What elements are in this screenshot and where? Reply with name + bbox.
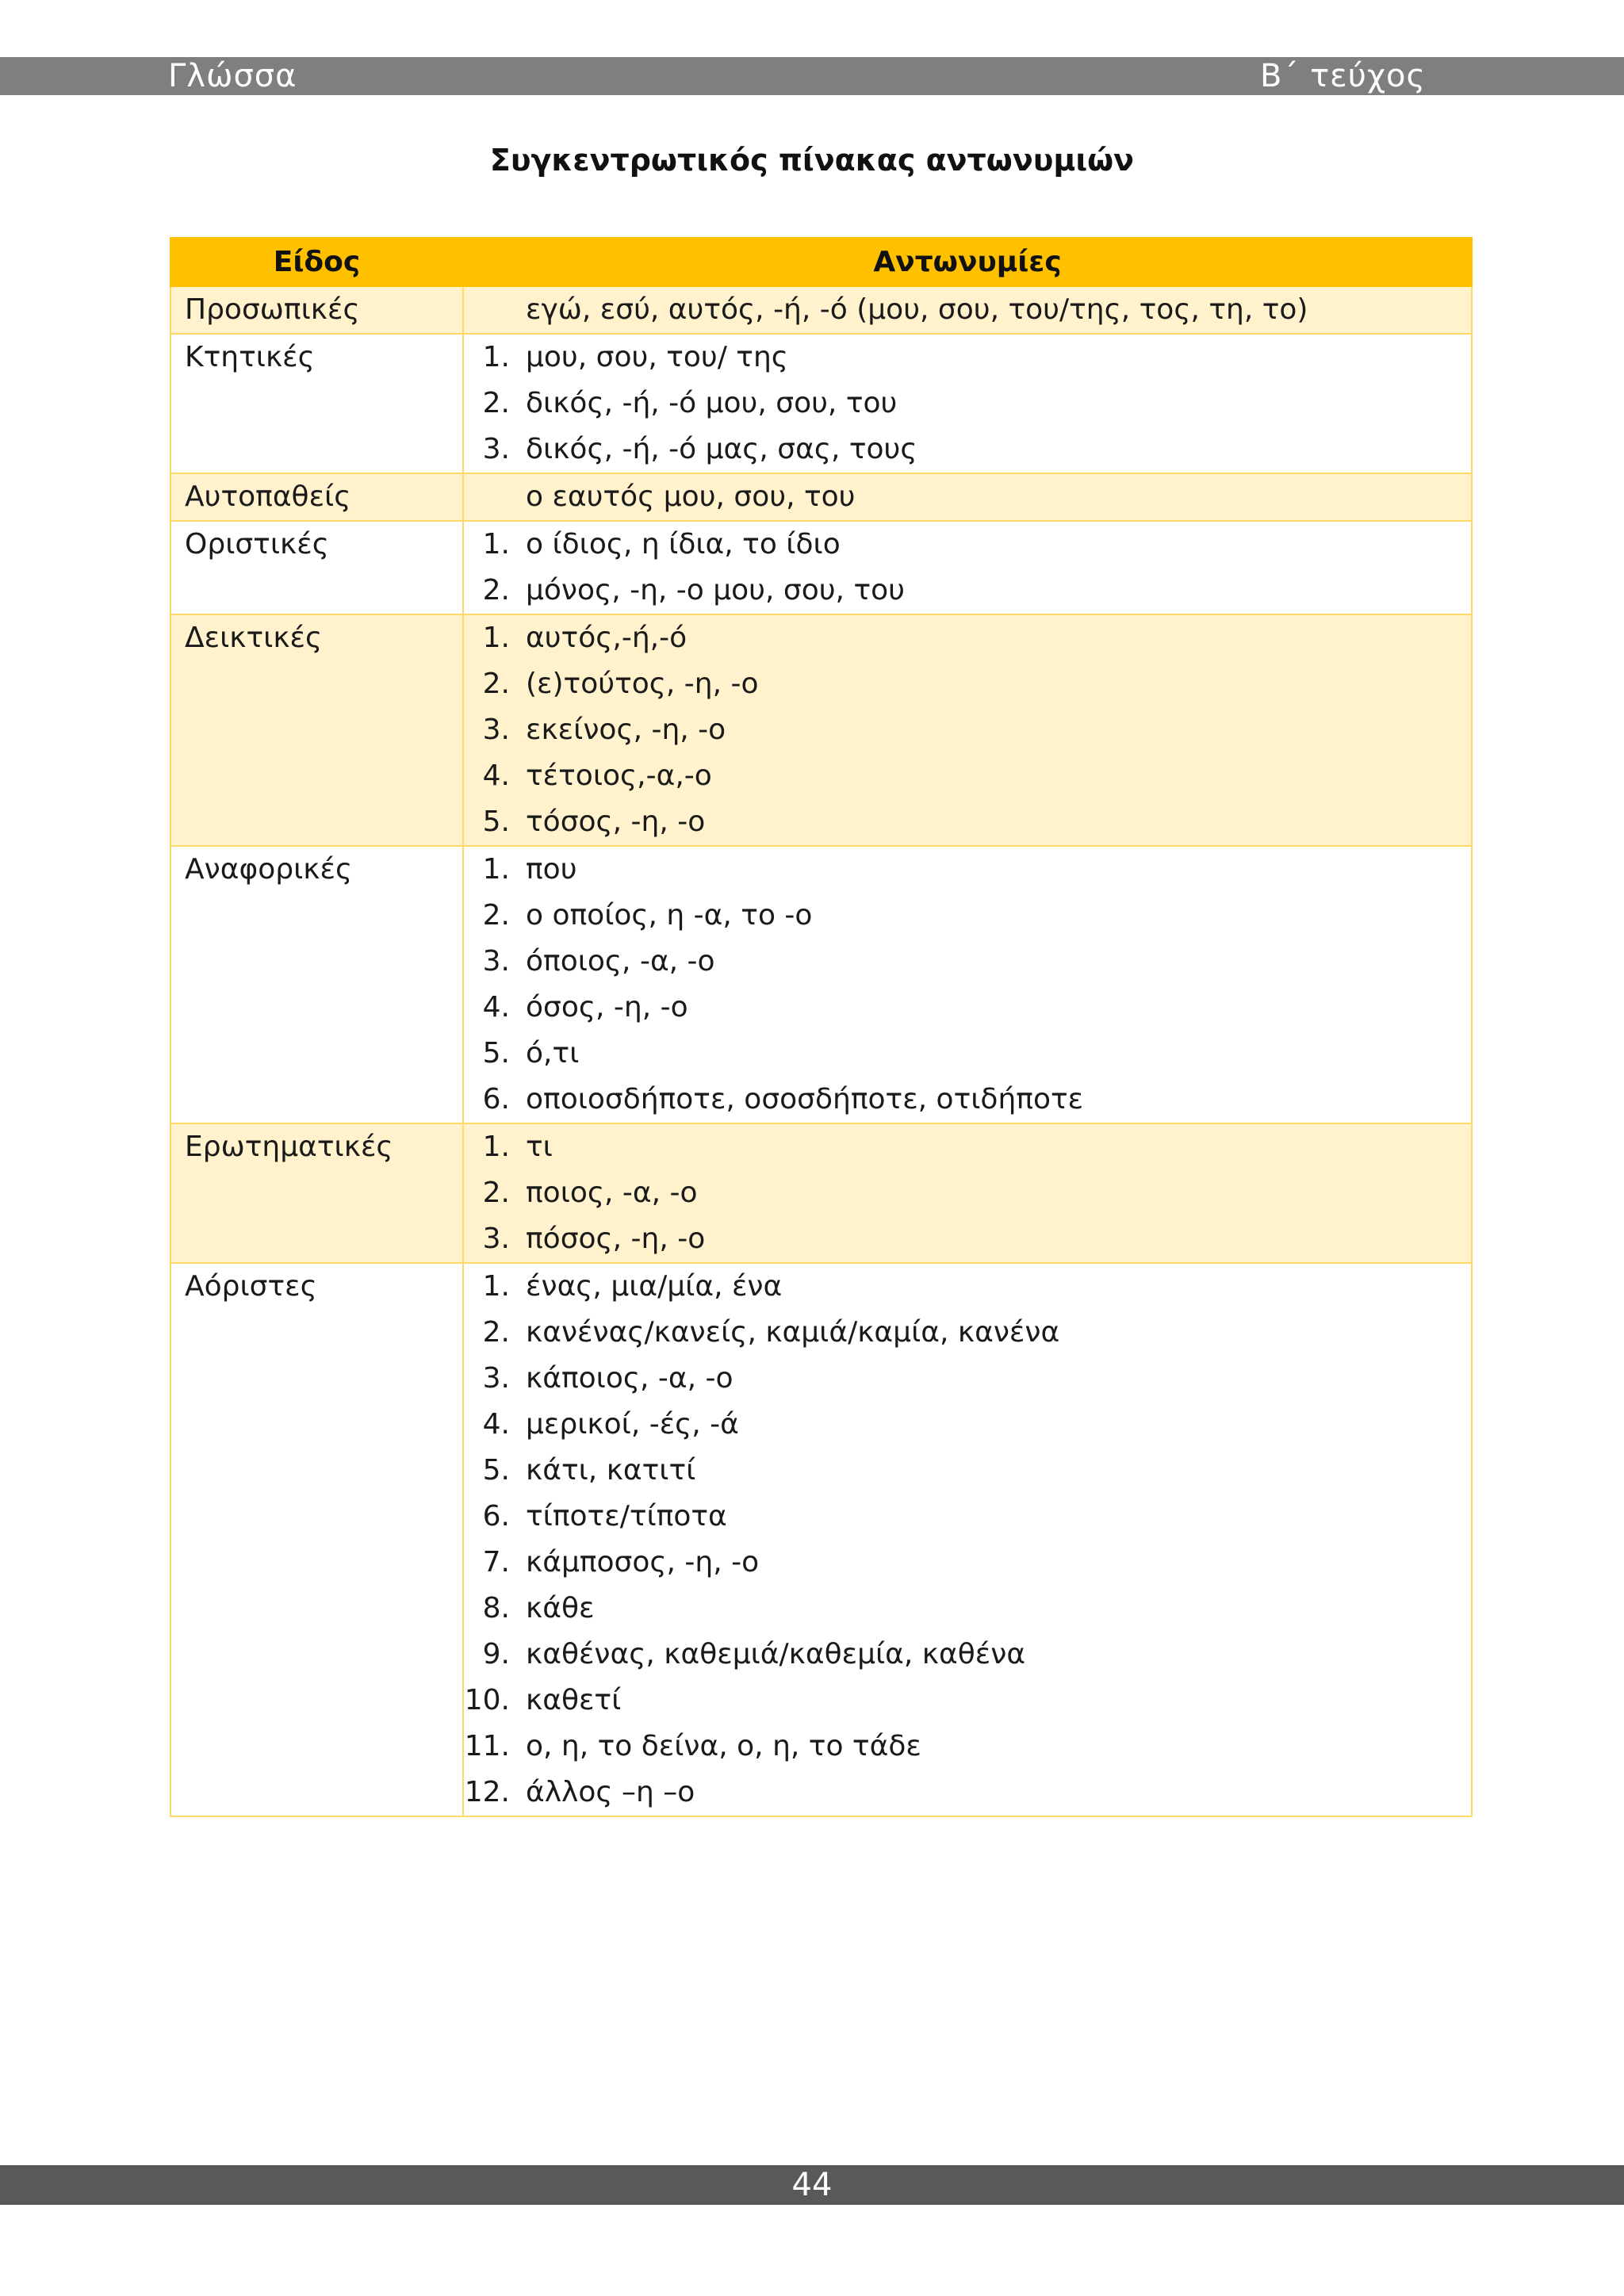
list-item-number: 1.	[482, 1270, 510, 1303]
list-item-number: 3.	[482, 1223, 510, 1255]
table-body	[170, 286, 1472, 1816]
list-item	[464, 615, 1471, 661]
table-row	[170, 334, 1472, 473]
list-item	[464, 1170, 1471, 1216]
pronoun-forms-cell	[463, 614, 1472, 846]
pronoun-kind-cell: Αόριστες	[170, 1263, 463, 1816]
pronoun-forms-cell	[463, 521, 1472, 614]
pronoun-forms-cell	[463, 1263, 1472, 1816]
list-item-text: κάμποσος, -η, -ο	[526, 1546, 760, 1578]
list-item-number: 3.	[482, 714, 510, 746]
list-item-indent	[464, 474, 526, 520]
header-subject: Γλώσσα	[168, 58, 297, 94]
list-item-text: που	[526, 853, 577, 886]
list-item-number: 2.	[482, 1177, 510, 1209]
list-item	[464, 847, 1471, 893]
list-item-number: 5.	[482, 1037, 510, 1070]
column-header-pronouns: Αντωνυμίες	[463, 238, 1472, 286]
list-item-number: 5.	[482, 1454, 510, 1487]
header-volume: Β΄ τεύχος	[1259, 58, 1426, 94]
list-item-text: (ε)τούτος, -η, -ο	[526, 668, 759, 700]
list-item-text: μου, σου, του/ της	[526, 341, 788, 373]
list-item-text: δικός, -ή, -ό μας, σας, τους	[526, 433, 917, 465]
list-item-number: 3.	[482, 1362, 510, 1395]
table-row	[170, 1263, 1472, 1816]
pronoun-table	[170, 237, 1473, 1817]
list-item	[464, 1216, 1471, 1262]
list-item-number: 12.	[464, 1776, 510, 1808]
list-item-number: 1.	[482, 528, 510, 561]
list-item-number: 3.	[482, 433, 510, 465]
list-item	[464, 1540, 1471, 1586]
list-item-text: εγώ, εσύ, αυτός, -ή, -ό (μου, σου, του/της, τος, τη, το)	[526, 293, 1308, 326]
table-row	[170, 846, 1472, 1123]
list-item-text: ποιος, -α, -ο	[526, 1177, 698, 1209]
list-item-number: 2.	[482, 1316, 510, 1349]
list-item-number: 2.	[482, 668, 510, 700]
table-row	[170, 286, 1472, 334]
list-item	[464, 1632, 1471, 1678]
list-item-number: 11.	[464, 1730, 510, 1762]
list-item	[464, 381, 1471, 427]
list-item-text: μερικοί, -ές, -ά	[526, 1408, 739, 1441]
table-row	[170, 614, 1472, 846]
list-item	[464, 335, 1471, 381]
pronoun-forms-cell	[463, 846, 1472, 1123]
pronoun-forms-cell	[463, 473, 1472, 521]
list-item-text: τι	[526, 1131, 553, 1163]
list-item-text: καθετί	[526, 1684, 622, 1716]
list-item-number: 4.	[482, 760, 510, 792]
list-item-number: 2.	[482, 899, 510, 932]
list-item-text: όποιος, -α, -ο	[526, 945, 715, 978]
list-item-text: κανένας/κανείς, καμιά/καμία, κανένα	[526, 1316, 1060, 1349]
list-item-number: 1.	[482, 622, 510, 654]
pronoun-kind-cell: Δεικτικές	[170, 614, 463, 846]
list-item	[464, 427, 1471, 473]
list-item-text: ο ίδιος, η ίδια, το ίδιο	[526, 528, 841, 561]
list-item-text: τέτοιος,-α,-ο	[526, 760, 712, 792]
list-item	[464, 939, 1471, 985]
list-item	[464, 1586, 1471, 1632]
list-item	[464, 753, 1471, 799]
list-item	[464, 522, 1471, 568]
list-item-text: κάτι, κατιτί	[526, 1454, 696, 1487]
list-item-text: άλλος –η –ο	[526, 1776, 695, 1808]
list-item	[464, 1770, 1471, 1816]
table-row	[170, 521, 1472, 614]
list-item	[464, 287, 1471, 333]
list-item	[464, 1077, 1471, 1123]
list-item-text: καθένας, καθεμιά/καθεμία, καθένα	[526, 1638, 1026, 1670]
pronoun-kind-cell: Αναφορικές	[170, 846, 463, 1123]
list-item	[464, 568, 1471, 614]
list-item	[464, 1356, 1471, 1402]
list-item-text: ένας, μια/μία, ένα	[526, 1270, 783, 1303]
list-item	[464, 1310, 1471, 1356]
list-item	[464, 1448, 1471, 1494]
list-item	[464, 1678, 1471, 1724]
list-item-number: 6.	[482, 1500, 510, 1533]
pronoun-kind-cell: Ερωτηματικές	[170, 1123, 463, 1263]
list-item-number: 1.	[482, 341, 510, 373]
list-item-number: 7.	[482, 1546, 510, 1578]
pronoun-kind-cell: Κτητικές	[170, 334, 463, 473]
list-item-text: όσος, -η, -ο	[526, 991, 688, 1024]
pronoun-kind-cell: Οριστικές	[170, 521, 463, 614]
list-item	[464, 1031, 1471, 1077]
pronoun-forms-cell	[463, 286, 1472, 334]
table-row	[170, 1123, 1472, 1263]
list-item-text: ο οποίος, η -α, το -ο	[526, 899, 813, 932]
list-item-number: 6.	[482, 1083, 510, 1115]
list-item-number: 10.	[464, 1684, 510, 1716]
list-item-text: πόσος, -η, -ο	[526, 1223, 706, 1255]
list-item	[464, 707, 1471, 753]
page-title: Συγκεντρωτικός πίνακας αντωνυμιών	[489, 143, 1135, 178]
list-item-text: ο, η, το δείνα, ο, η, το τάδε	[526, 1730, 921, 1762]
pronoun-forms-cell	[463, 334, 1472, 473]
list-item	[464, 1124, 1471, 1170]
pronoun-kind-cell: Προσωπικές	[170, 286, 463, 334]
list-item-text: δικός, -ή, -ό μου, σου, του	[526, 387, 898, 419]
table-row	[170, 473, 1472, 521]
list-item	[464, 1402, 1471, 1448]
list-item	[464, 474, 1471, 520]
footer-bar	[0, 2165, 1624, 2205]
list-item-number: 1.	[482, 1131, 510, 1163]
list-item	[464, 799, 1471, 845]
list-item-text: κάποιος, -α, -ο	[526, 1362, 733, 1395]
list-item	[464, 1264, 1471, 1310]
list-item-number: 2.	[482, 574, 510, 607]
list-item-number: 4.	[482, 1408, 510, 1441]
page-number: 44	[791, 2167, 833, 2203]
list-item	[464, 893, 1471, 939]
pronoun-kind-cell: Αυτοπαθείς	[170, 473, 463, 521]
column-header-kind: Είδος	[170, 238, 463, 286]
list-item-number: 8.	[482, 1592, 510, 1624]
list-item-number: 4.	[482, 991, 510, 1024]
list-item-number: 1.	[482, 853, 510, 886]
list-item-number: 9.	[482, 1638, 510, 1670]
list-item-text: κάθε	[526, 1592, 595, 1624]
list-item-text: ο εαυτός μου, σου, του	[526, 480, 856, 513]
list-item-number: 3.	[482, 945, 510, 978]
list-item	[464, 1494, 1471, 1540]
list-item-text: τίποτε/τίποτα	[526, 1500, 727, 1533]
list-item-text: ό,τι	[526, 1037, 580, 1070]
pronoun-forms-cell	[463, 1123, 1472, 1263]
list-item-text: μόνος, -η, -ο μου, σου, του	[526, 574, 905, 607]
list-item-text: αυτός,-ή,-ό	[526, 622, 688, 654]
running-header-bar	[0, 57, 1624, 95]
list-item	[464, 1724, 1471, 1770]
list-item-text: εκείνος, -η, -ο	[526, 714, 726, 746]
table-header-row	[170, 238, 1472, 286]
list-item	[464, 985, 1471, 1031]
list-item-number: 5.	[482, 806, 510, 838]
list-item-text: τόσος, -η, -ο	[526, 806, 706, 838]
list-item-text: οποιοσδήποτε, οσοσδήποτε, οτιδήποτε	[526, 1083, 1084, 1115]
list-item	[464, 661, 1471, 707]
list-item-indent	[464, 287, 526, 333]
list-item-number: 2.	[482, 387, 510, 419]
